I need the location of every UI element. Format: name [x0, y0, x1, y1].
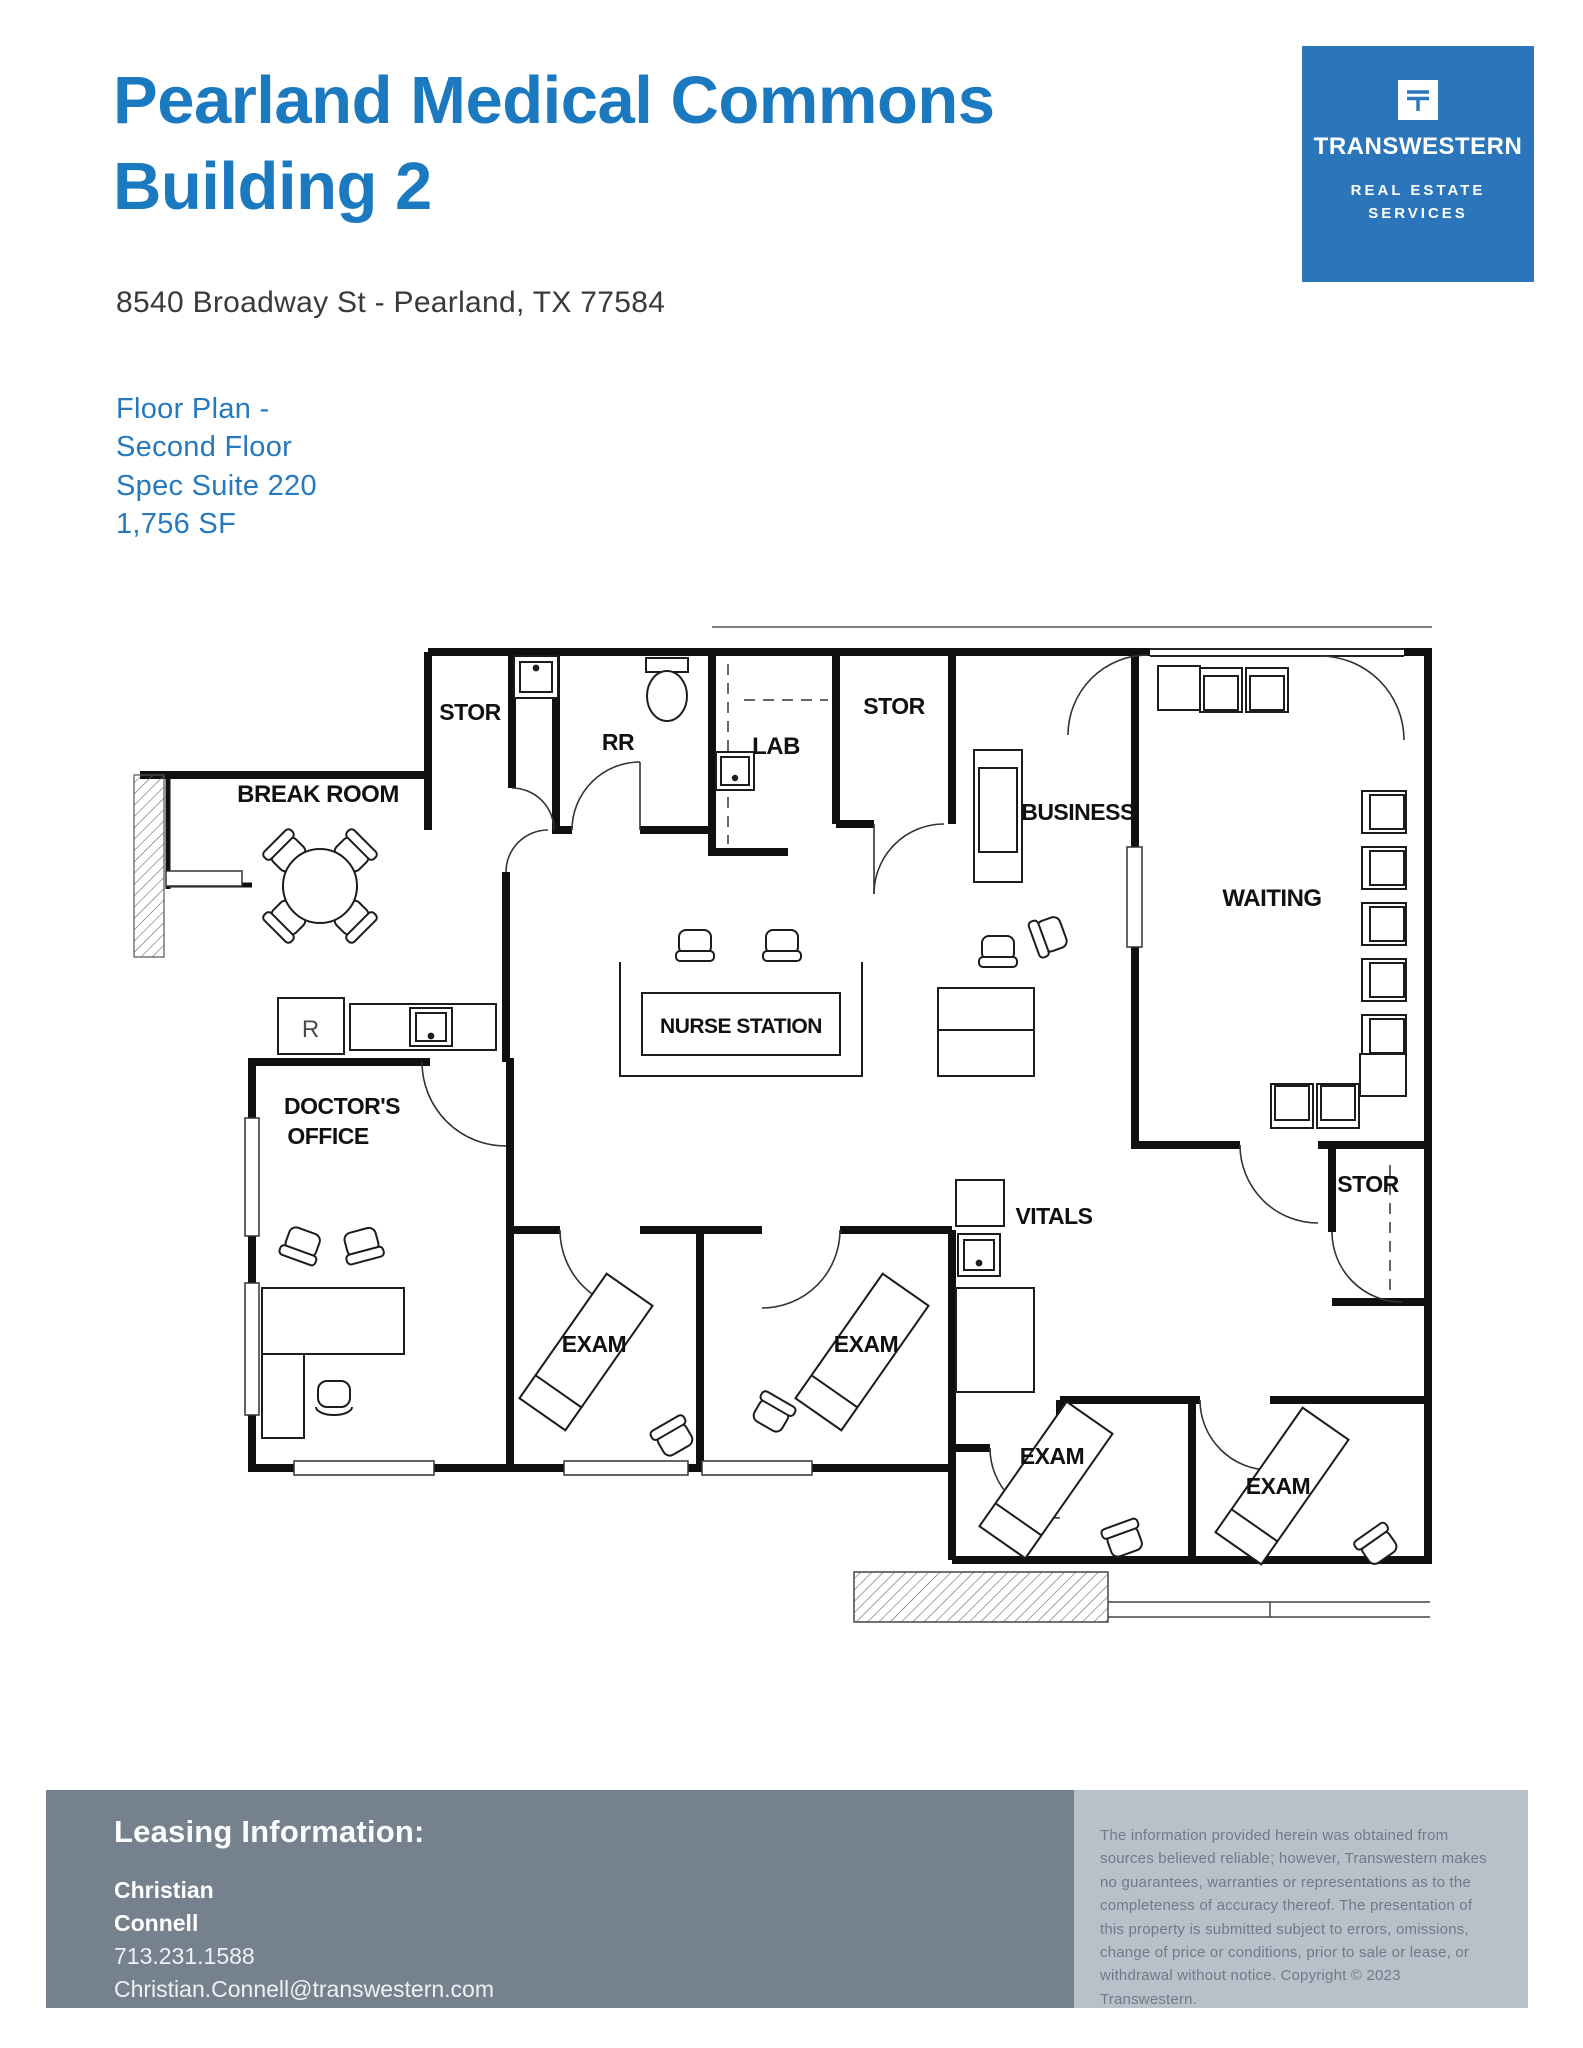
room-label-waiting: WAITING — [1222, 885, 1322, 912]
exam-table-3 — [979, 1402, 1112, 1559]
room-label-doctors-office-line-2: OFFICE — [287, 1123, 369, 1149]
room-label-stor-2: STOR — [863, 693, 925, 719]
room-label-business: BUSINESS — [1021, 799, 1135, 825]
room-label-exam-4: EXAM — [1245, 1473, 1311, 1499]
room-label-rr: RR — [601, 729, 635, 755]
floor-plan-drawing — [90, 615, 1470, 1675]
exam-stool-1 — [649, 1414, 697, 1460]
break-room-table — [262, 828, 379, 945]
walkway-rail — [1108, 1602, 1430, 1617]
lab-sink — [716, 752, 754, 790]
business-chair-1 — [1028, 912, 1070, 958]
caption-line-3: Spec Suite 220 — [116, 469, 317, 502]
contact-first-name: Christian — [114, 1877, 214, 1903]
room-label-exam-1: EXAM — [561, 1331, 627, 1357]
logo-brand-text: TRANSWESTERN — [1313, 133, 1523, 160]
room-label-refrigerator: R — [301, 1016, 321, 1043]
transwestern-t-icon — [1398, 80, 1438, 120]
hall-sink — [514, 656, 558, 698]
leasing-contact — [114, 1874, 494, 2006]
balcony-hatch — [134, 775, 164, 957]
room-label-doctors-office-line-1: DOCTOR'S — [283, 1093, 401, 1119]
caption-line-1: Floor Plan - — [116, 393, 270, 425]
walkway-hatch — [854, 1572, 1108, 1622]
contact-phone: 713.231.1588 — [114, 1942, 255, 1969]
room-label-break-room: BREAK ROOM — [237, 781, 399, 808]
exam-stool-3 — [1100, 1518, 1146, 1560]
room-label-nurse-station: NURSE STATION — [660, 1015, 822, 1038]
room-label-exam-3: EXAM — [1019, 1443, 1085, 1469]
leasing-heading: Leasing Information: — [114, 1814, 425, 1849]
transwestern-logo — [1302, 46, 1534, 282]
storefront-glass-wall — [1150, 649, 1404, 656]
floor-plan-caption — [116, 390, 317, 543]
break-room-counter — [350, 1004, 496, 1050]
nurse-station-desk — [620, 930, 862, 1076]
room-label-lab: LAB — [752, 733, 800, 760]
reception-counter — [938, 936, 1034, 1076]
doctors-office-furniture — [262, 1224, 404, 1438]
business-desk — [974, 750, 1022, 882]
contact-last-name: Connell — [114, 1909, 199, 1936]
contact-email: Christian.Connell@transwestern.com — [114, 1975, 494, 2002]
logo-tagline-line1: REAL ESTATE — [1350, 182, 1486, 199]
disclaimer-text: The information provided herein was obtained from sources believed reliable; however, Transwestern makes no guarantees, warranties or representations as to the completeness of accuracy thereof. The presentation of this property is submitted subject to errors, omissions, change of price or conditions, prior to sale or lease, or withdrawal without notice. Copyright © 2023 Transwestern. — [1100, 1827, 1487, 2008]
room-label-vitals: VITALS — [1015, 1203, 1093, 1229]
leasing-info-panel — [46, 1790, 1074, 2008]
property-address: 8540 Broadway St - Pearland, TX 77584 — [116, 286, 666, 319]
caption-line-2: Second Floor — [116, 431, 293, 464]
toilet — [646, 658, 688, 721]
room-label-stor-1: STOR — [439, 699, 501, 725]
page-title: Pearland Medical Commons Building 2 — [113, 63, 995, 224]
caption-line-4: 1,756 SF — [116, 507, 237, 540]
logo-tagline — [1302, 179, 1534, 226]
room-label-exam-2: EXAM — [833, 1331, 899, 1357]
disclaimer-panel — [1074, 1790, 1528, 2008]
room-label-stor-3: STOR — [1337, 1171, 1399, 1197]
logo-tagline-line2: SERVICES — [1368, 205, 1468, 223]
exam-stool-2 — [749, 1390, 797, 1436]
